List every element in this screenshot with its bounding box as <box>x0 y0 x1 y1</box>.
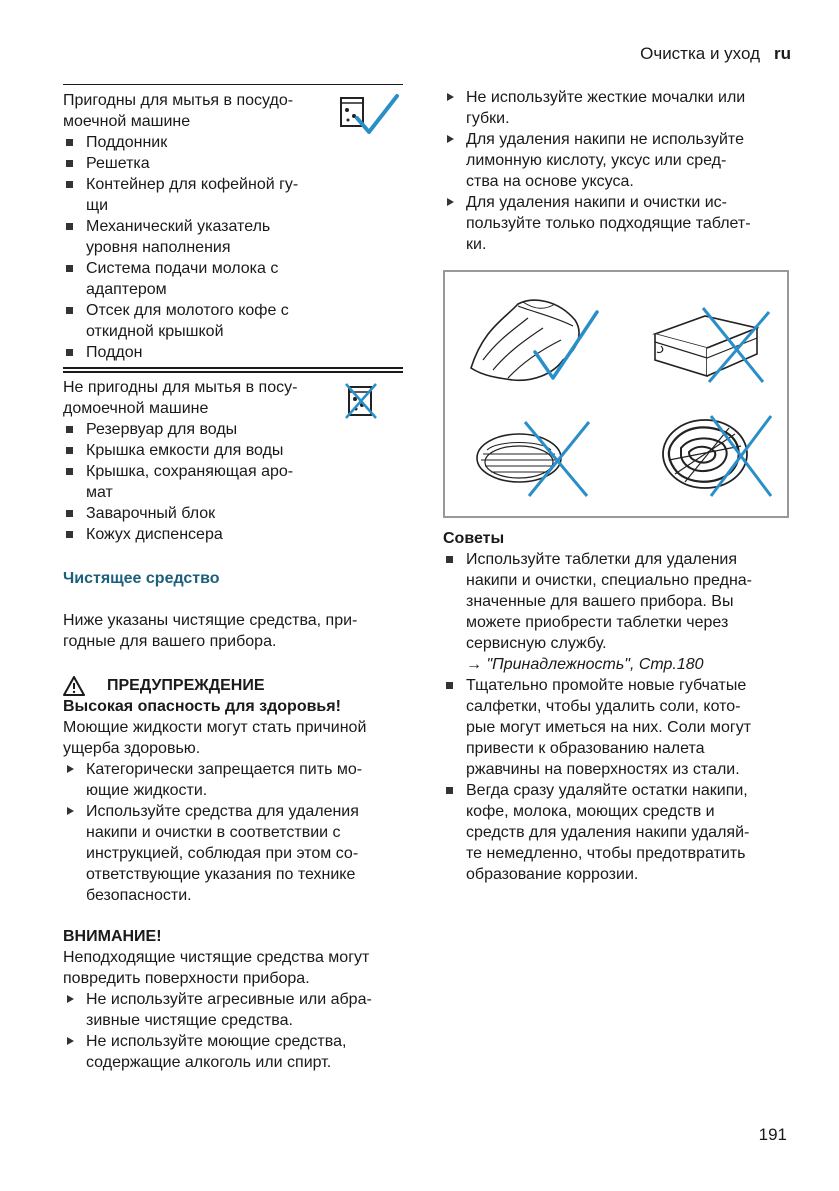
cleaning-intro: Ниже указаны чистящие средства, при- годные для вашего прибора. <box>63 612 358 650</box>
warning-text: Моющие жидкости могут стать причиной ущерба здоровью. <box>63 719 367 757</box>
language-code: ru <box>774 44 791 63</box>
list-item: Механический указатель уровня наполнения <box>63 216 403 258</box>
attention-list <box>63 989 403 1073</box>
list-item: Тщательно промойте новые губчатые салфетки, чтобы удалить соли, кото- рые могут иметься на них. Соли могут привести к образованию налета ржавчины на поверхностях из стали. <box>443 675 791 780</box>
cross-reference-link[interactable]: → "Принадлежность", Стр.180 <box>466 656 704 673</box>
list-item: Решетка <box>63 153 403 174</box>
sponge-forbidden-icon <box>645 298 775 388</box>
list-item: Для удаления накипи и очистки ис- пользуйте только подходящие таблет- ки. <box>443 192 791 255</box>
page-number: 191 <box>758 1125 787 1144</box>
list-item: Кожух диспенсера <box>63 524 403 545</box>
not-suitable-box <box>63 371 403 551</box>
cleaning-tools-figure <box>443 270 789 518</box>
section-title: Очистка и уход <box>640 44 760 63</box>
list-item: Крышка емкости для воды <box>63 440 403 461</box>
list-item: Для удаления накипи не используйте лимонную кислоту, уксус или сред- ства на основе уксуса. <box>443 129 791 192</box>
dishwasher-safe-icon <box>339 92 401 136</box>
list-item: Используйте таблетки для удаления накипи и очистки, специально предна- значенные для вашего прибора. Вы можете приобрести таблетки через сервисную службу. → "Принадлежность", Стр.180 <box>443 549 791 675</box>
cleaning-heading: Чистящее средство <box>63 570 220 587</box>
list-item: Категорически запрещается пить мо- ющие жидкости. <box>63 759 403 801</box>
attention-text: Неподходящие чистящие средства могут повредить поверхности прибора. <box>63 949 370 987</box>
steel-wool-forbidden-icon <box>645 402 775 502</box>
not-suitable-list <box>63 419 403 545</box>
list-item: Поддон <box>63 342 403 363</box>
page-header <box>640 44 791 64</box>
suitable-list <box>63 132 403 363</box>
suitable-title: Пригодны для мытья в посудо- моечной машине <box>63 92 294 130</box>
suitable-box <box>63 84 403 374</box>
list-item: Вегда сразу удаляйте остатки накипи, кофе, молока, моющих средств и средств для удаления накипи удаляй- те немедленно, чтобы предотвратить образование коррозии. <box>443 780 791 885</box>
list-item: Крышка, сохраняющая аро- мат <box>63 461 403 503</box>
list-item: Поддонник <box>63 132 403 153</box>
tips-title: Советы <box>443 530 505 547</box>
list-item: Контейнер для кофейной гу- щи <box>63 174 403 216</box>
list-item: Используйте средства для удаления накипи и очистки в соответствии с инструкцией, соблюдая при этом со- ответствующие указания по технике безопасности. <box>63 801 403 906</box>
warning-title: ПРЕДУПРЕЖДЕНИЕ <box>63 676 403 696</box>
right-restrictions-list <box>443 87 791 255</box>
list-item: Не используйте агресивные или абра- зивные чистящие средства. <box>63 989 403 1031</box>
not-dishwasher-safe-icon <box>343 381 379 421</box>
scouring-pad-forbidden-icon <box>467 410 597 502</box>
warning-block <box>63 676 403 906</box>
warning-list <box>63 759 403 906</box>
tips-list <box>443 549 791 885</box>
tips-block <box>443 528 791 885</box>
list-item: Не используйте жесткие мочалки или губки. <box>443 87 791 129</box>
list-item: Резервуар для воды <box>63 419 403 440</box>
warning-triangle-icon <box>63 676 85 696</box>
attention-block <box>63 926 403 1073</box>
attention-title: ВНИМАНИЕ! <box>63 928 162 945</box>
list-item: Не используйте моющие средства, содержащие алкоголь или спирт. <box>63 1031 403 1073</box>
not-suitable-title: Не пригодны для мытья в посу- домоечной машине <box>63 379 298 417</box>
list-item: Система подачи молока с адаптером <box>63 258 403 300</box>
warning-subtitle: Высокая опасность для здоровья! <box>63 698 341 715</box>
cloth-allowed-icon <box>463 290 603 390</box>
list-item: Заварочный блок <box>63 503 403 524</box>
list-item: Отсек для молотого кофе с откидной крышкой <box>63 300 403 342</box>
